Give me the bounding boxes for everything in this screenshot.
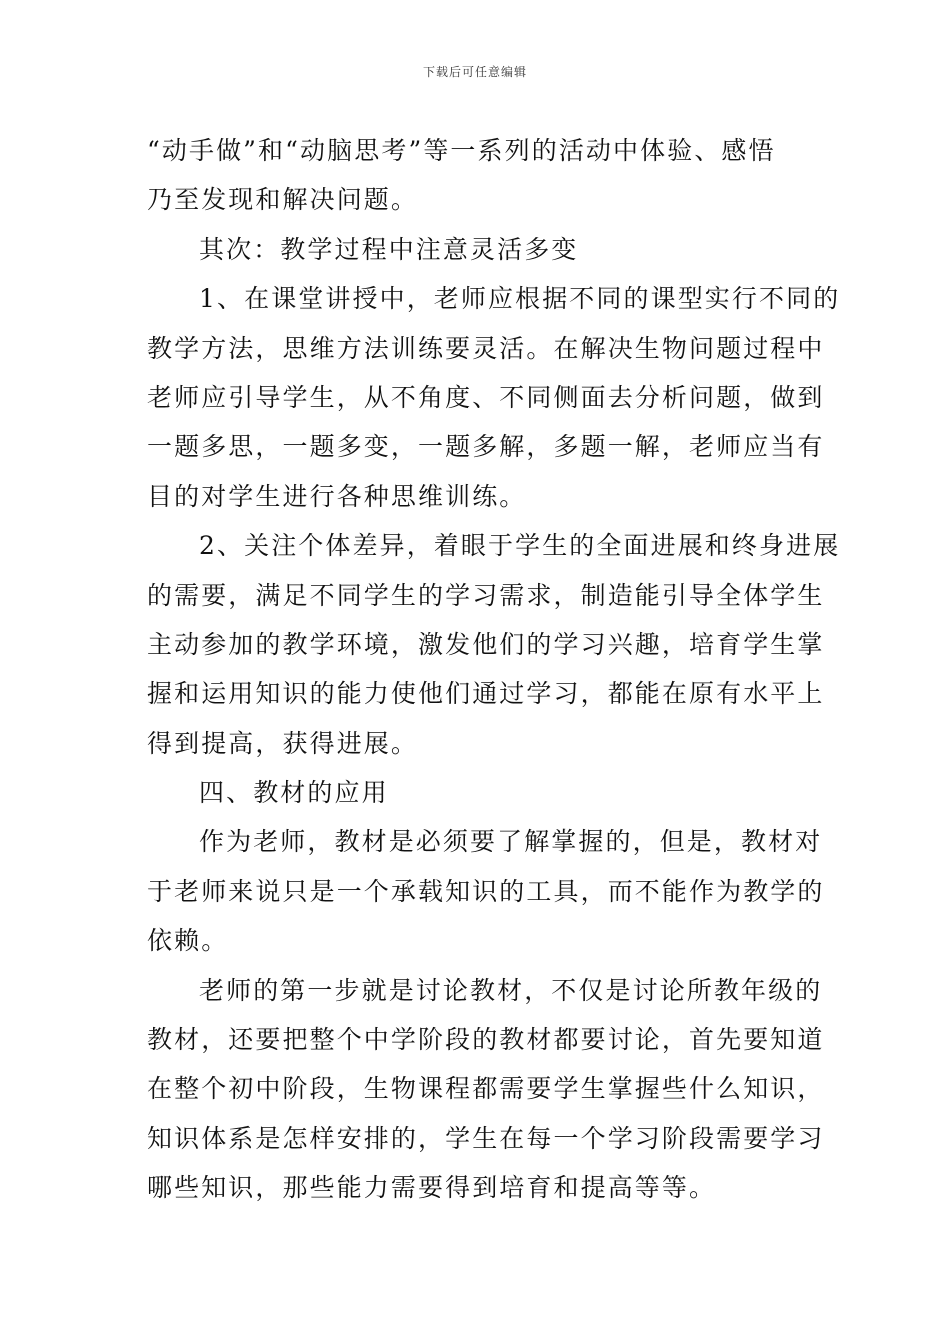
text-line: 的需要，满足不同学生的学习需求，制造能引导全体学生	[147, 580, 825, 610]
text-line: 目的对学生进行各种思维训练。	[147, 481, 527, 511]
text-line: 主动参加的教学环境，激发他们的学习兴趣，培育学生掌	[147, 629, 825, 659]
text-line: 2、关注个体差异，着眼于学生的全面进展和终身进展	[199, 531, 841, 561]
text-line: 得到提高，获得进展。	[147, 728, 419, 758]
document-body	[147, 126, 841, 1213]
text-line: 哪些知识，那些能力需要得到培育和提高等等。	[147, 1173, 717, 1203]
text-line: 作为老师，教材是必须要了解掌握的，但是，教材对	[199, 827, 823, 857]
section-heading: 其次：教学过程中注意灵活多变	[199, 234, 579, 264]
section-heading: 四、教材的应用	[199, 778, 389, 808]
text-line: “动手做”和“动脑思考”等一系列的活动中体验、感悟	[147, 136, 776, 165]
text-line: 老师的第一步就是讨论教材，不仅是讨论所教年级的	[199, 975, 823, 1005]
text-line: 乃至发现和解决问题。	[147, 185, 419, 215]
text-line: 知识体系是怎样安排的，学生在每一个学习阶段需要学习	[147, 1123, 825, 1153]
text-line: 教学方法，思维方法训练要灵活。在解决生物问题过程中	[147, 333, 825, 363]
text-line: 教材，还要把整个中学阶段的教材都要讨论，首先要知道	[147, 1025, 825, 1055]
text-line: 1、在课堂讲授中，老师应根据不同的课型实行不同的	[199, 284, 841, 314]
text-line: 老师应引导学生，从不角度、不同侧面去分析问题，做到	[147, 382, 825, 412]
page-header: 下载后可任意编辑	[422, 65, 527, 79]
text-line: 一题多思，一题多变，一题多解，多题一解，老师应当有	[147, 432, 825, 462]
text-line: 握和运用知识的能力使他们通过学习，都能在原有水平上	[147, 679, 825, 709]
text-line: 于老师来说只是一个承载知识的工具，而不能作为教学的	[147, 876, 825, 906]
text-line: 依赖。	[147, 926, 229, 956]
text-line: 在整个初中阶段，生物课程都需要学生掌握些什么知识，	[147, 1074, 825, 1104]
